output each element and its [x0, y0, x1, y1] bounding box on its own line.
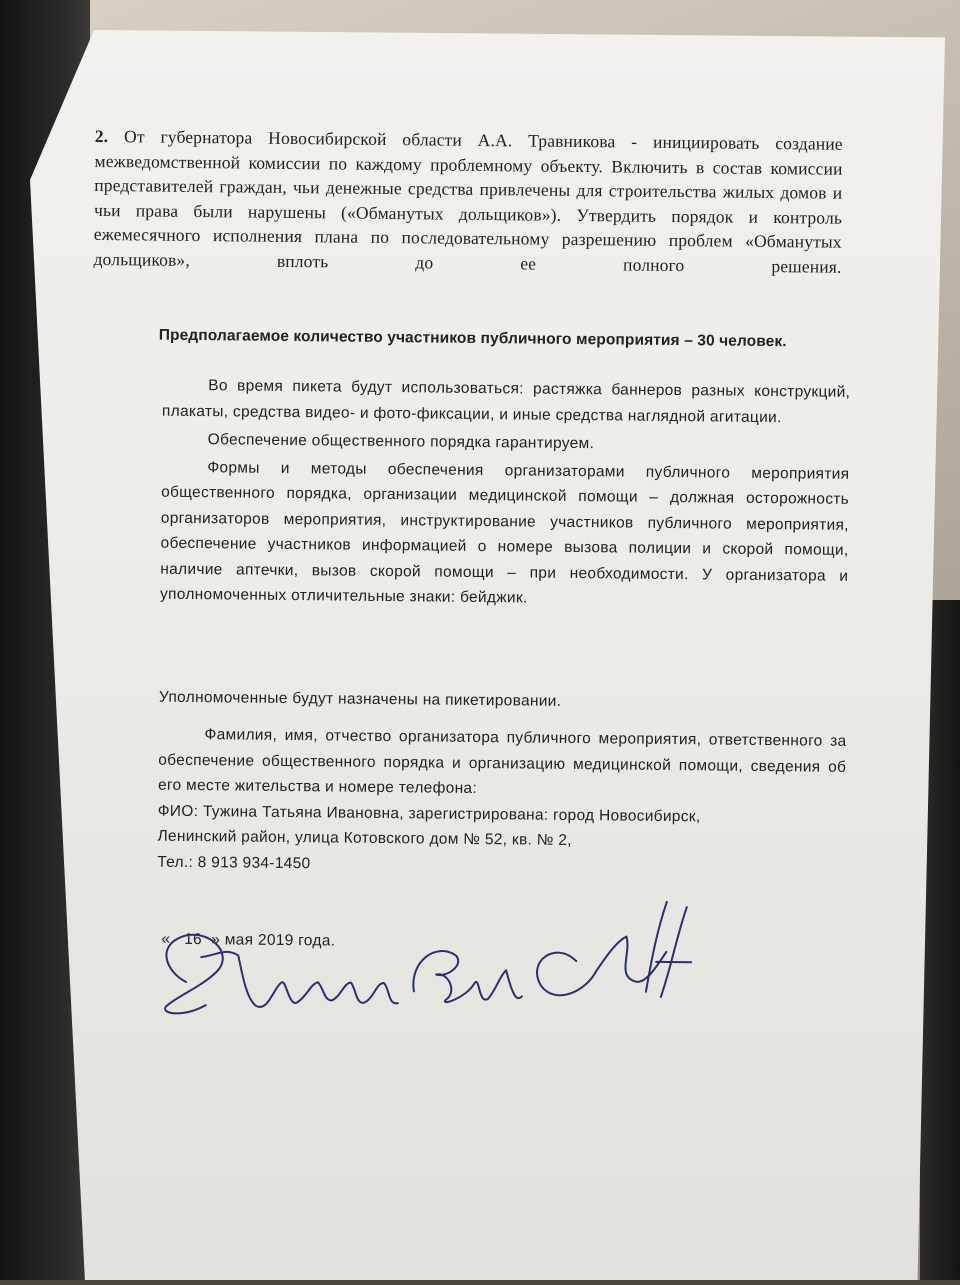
- governor-paragraph: [93, 124, 842, 279]
- date-rest: » мая 2019 года.: [211, 931, 335, 949]
- signature-stroke-6: [661, 907, 687, 997]
- organizer-address-line: Ленинский район, улица Котовского дом № 52, кв. № 2,: [157, 824, 845, 857]
- organizer-fio-line: ФИО: Тужина Татьяна Ивановна, зарегистрирована: город Новосибирск,: [158, 798, 846, 831]
- signature-stroke-1: [165, 934, 223, 1013]
- governor-paragraph-text: От губернатора Новосибирской области А.А. Травникова - инициировать создание межведомственной комиссии по каждому проблемному объекту. Включить в состав комиссии представителей граждан, чьи денежные средства привлечены для строительства жилых домов и чьи права были нарушены («Обманутых дольщиков»). Утвердить порядок и контроль ежемесячного исполнения плана по последовательному разрешению проблем «Обманутых дольщиков», вплоть до ее полного решения.: [93, 126, 842, 276]
- organizer-phone-line: Тел.: 8 913 934-1450: [157, 849, 845, 882]
- date-open-quote: «: [161, 931, 170, 948]
- paragraph-number: 2.: [95, 126, 109, 146]
- organizer-block: [157, 722, 847, 882]
- forms-methods-paragraph: Формы и методы обеспечения организаторами публичного мероприятия общественного порядка, организации медицинской помощи – должная осторожность организаторов мероприятия, инструктирование участников публичного мероприятия, обеспечение участников информацией о номере вызова полиции и скорой помощи, наличие аптечки, вызов скорой помощи – при необходимости. У организатора и уполномоченных отличительные знаки: бейджик.: [160, 454, 850, 614]
- signature-stroke-5: [646, 902, 667, 992]
- picket-means-paragraph: Во время пикета будут использоваться: растяжка баннеров разных конструкций, плакаты, средства видео- и фото-фиксации, и иные средства наглядной агитации.: [162, 373, 850, 431]
- order-guarantee-paragraph: Обеспечение общественного порядка гарантируем.: [162, 427, 850, 460]
- participants-heading: Предполагаемое количество участников публичного мероприятия – 30 человек.: [103, 326, 843, 352]
- handwritten-signature: [145, 877, 707, 1043]
- signature-stroke-3: [413, 951, 522, 1003]
- authorized-note: Уполномоченные будут назначены на пикетировании.: [159, 685, 847, 718]
- signature-stroke-2: [201, 952, 399, 1009]
- date-day: 16: [184, 931, 202, 948]
- organizer-info-intro: Фамилия, имя, отчество организатора публичного мероприятия, ответственного за обеспечение общественного порядка и организацию медицинской помощи, сведения об его месте жительства и номере телефона:: [158, 722, 847, 806]
- picket-block: [160, 373, 850, 615]
